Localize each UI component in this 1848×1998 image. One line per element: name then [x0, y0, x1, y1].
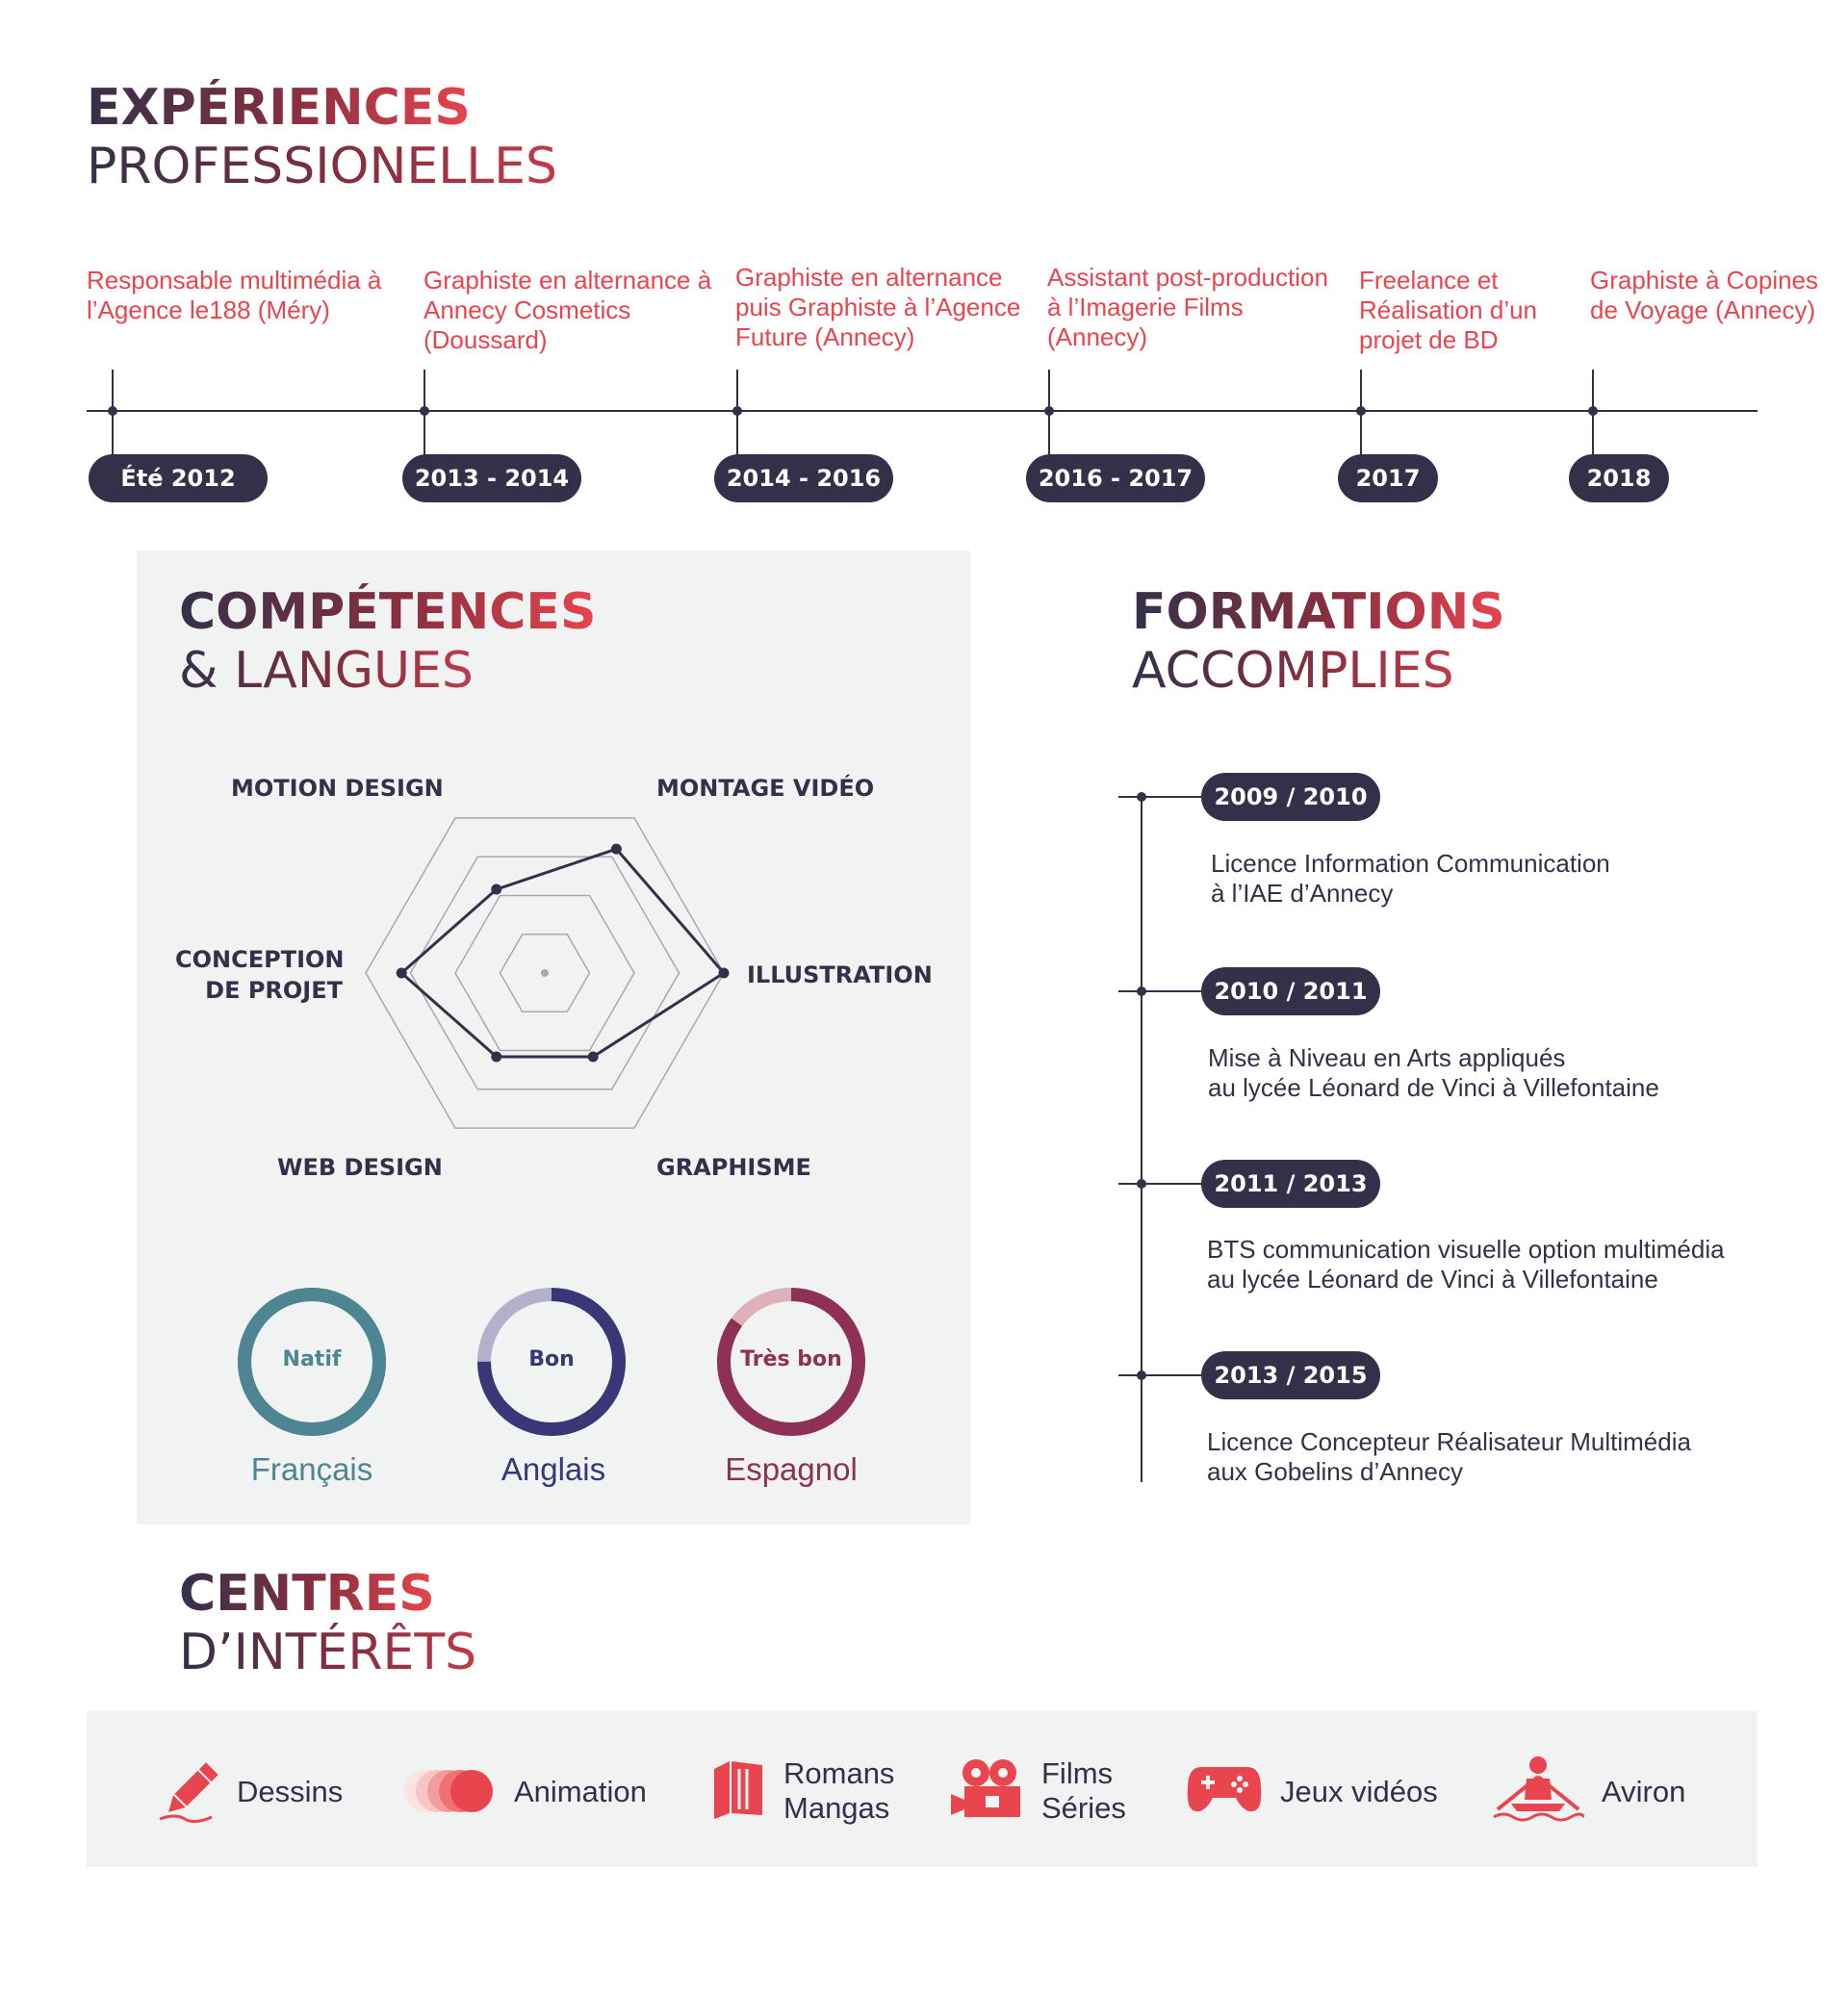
formations-title-bold: FORMATIONS: [1132, 583, 1505, 641]
interets-title-light: D’INTÉRÊTS: [179, 1624, 477, 1681]
radar-label-montage-video: MONTAGE VIDÉO: [656, 775, 875, 802]
formation-line2: aux Gobelins d’Annecy: [1207, 1457, 1463, 1486]
film-camera-icon: [949, 1757, 1028, 1821]
formation-dot: [1137, 1370, 1146, 1380]
formation-date-pill: 2010 / 2011: [1201, 967, 1380, 1015]
language-name: Espagnol: [725, 1451, 858, 1487]
radar-label-graphisme: GRAPHISME: [656, 1154, 811, 1181]
radar-label-conception-line1: CONCEPTION: [175, 946, 345, 973]
competences-title-light: & LANGUES: [179, 642, 474, 700]
interest-label-line2: Mangas: [783, 1791, 890, 1825]
experience-description: Graphiste à Copines de Voyage (Annecy): [1590, 266, 1819, 324]
language-level: Bon: [528, 1347, 575, 1371]
radar-point: [588, 1051, 599, 1062]
pencil-icon: [156, 1759, 223, 1823]
animation-circles-icon: [402, 1767, 495, 1815]
language-level: Natif: [282, 1347, 342, 1371]
interest-label-line1: Films: [1041, 1756, 1114, 1790]
radar-skill-polygon: [401, 849, 724, 1057]
formation-connector: [1118, 796, 1201, 798]
experience-description: Responsable multimédia à l’Agence le188 (Méry): [87, 266, 382, 324]
interest-label: Animation: [514, 1775, 647, 1808]
experience-description: Freelance et Réalisation d’un projet de BD: [1359, 266, 1538, 354]
interest-label-line2: Séries: [1041, 1791, 1126, 1825]
formation-connector: [1118, 1374, 1201, 1376]
formations-title-light: ACCOMPLIES: [1132, 642, 1454, 700]
formation-line1: BTS communication visuelle option multimédia: [1207, 1235, 1725, 1264]
radar-label-conception-line2: DE PROJET: [205, 977, 343, 1004]
formation-line1: Licence Concepteur Réalisateur Multimédia: [1207, 1427, 1691, 1456]
formation-line2: au lycée Léonard de Vinci à Villefontaine: [1208, 1073, 1659, 1102]
language-name: Français: [250, 1451, 373, 1487]
interest-label: Aviron: [1602, 1775, 1686, 1808]
radar-point: [611, 844, 622, 855]
formation-line2: à l’IAE d’Annecy: [1211, 879, 1394, 908]
experience-date-pill: 2018: [1569, 454, 1669, 502]
formation-dot: [1137, 1179, 1146, 1189]
gamepad-icon: [1186, 1761, 1263, 1815]
radar-label-illustration: ILLUSTRATION: [747, 961, 933, 988]
formation-date-pill: 2013 / 2015: [1201, 1351, 1380, 1399]
experiences-title-light: PROFESSIONELLES: [87, 138, 558, 195]
radar-point: [491, 884, 501, 895]
interets-title-bold: CENTRES: [179, 1565, 435, 1623]
experience-description: Assistant post-production à l’Imagerie Films (Annecy): [1047, 263, 1328, 351]
language-name: Anglais: [500, 1451, 606, 1487]
experience-date-pill: 2013 - 2014: [402, 454, 581, 502]
experience-date-pill: 2017: [1338, 454, 1438, 502]
formation-connector: [1118, 990, 1201, 992]
language-level: Très bon: [740, 1347, 842, 1371]
experience-description: Graphiste en alternance puis Graphiste à l’Agence Future (Annecy): [735, 263, 1021, 351]
interest-label: Dessins: [237, 1775, 344, 1808]
radar-center: [541, 969, 549, 977]
experience-date-pill: Été 2012: [89, 454, 268, 502]
formation-line1: Mise à Niveau en Arts appliqués: [1208, 1043, 1566, 1072]
books-icon: [710, 1757, 770, 1821]
formation-dot: [1137, 792, 1146, 802]
formation-line1: Licence Information Communication: [1211, 849, 1610, 878]
radar-point: [491, 1051, 501, 1062]
formation-dot: [1137, 986, 1146, 996]
radar-point: [719, 968, 730, 979]
experience-description: Graphiste en alternance à Annecy Cosmetics (Doussard): [424, 266, 712, 354]
formation-connector: [1118, 1183, 1201, 1185]
formation-date-pill: 2011 / 2013: [1201, 1160, 1380, 1208]
rowing-icon: [1492, 1754, 1584, 1825]
radar-point: [397, 968, 407, 979]
interest-label-line1: Romans: [783, 1756, 895, 1790]
formation-line2: au lycée Léonard de Vinci à Villefontaine: [1207, 1265, 1658, 1294]
interest-label: Jeux vidéos: [1280, 1775, 1438, 1808]
competences-title-bold: COMPÉTENCES: [179, 583, 597, 641]
experiences-title-bold: EXPÉRIENCES: [87, 79, 471, 137]
experience-date-pill: 2014 - 2016: [714, 454, 893, 502]
formation-date-pill: 2009 / 2010: [1201, 773, 1380, 821]
radar-label-motion-design: MOTION DESIGN: [231, 775, 444, 802]
radar-label-web-design: WEB DESIGN: [277, 1154, 443, 1181]
experience-date-pill: 2016 - 2017: [1026, 454, 1205, 502]
